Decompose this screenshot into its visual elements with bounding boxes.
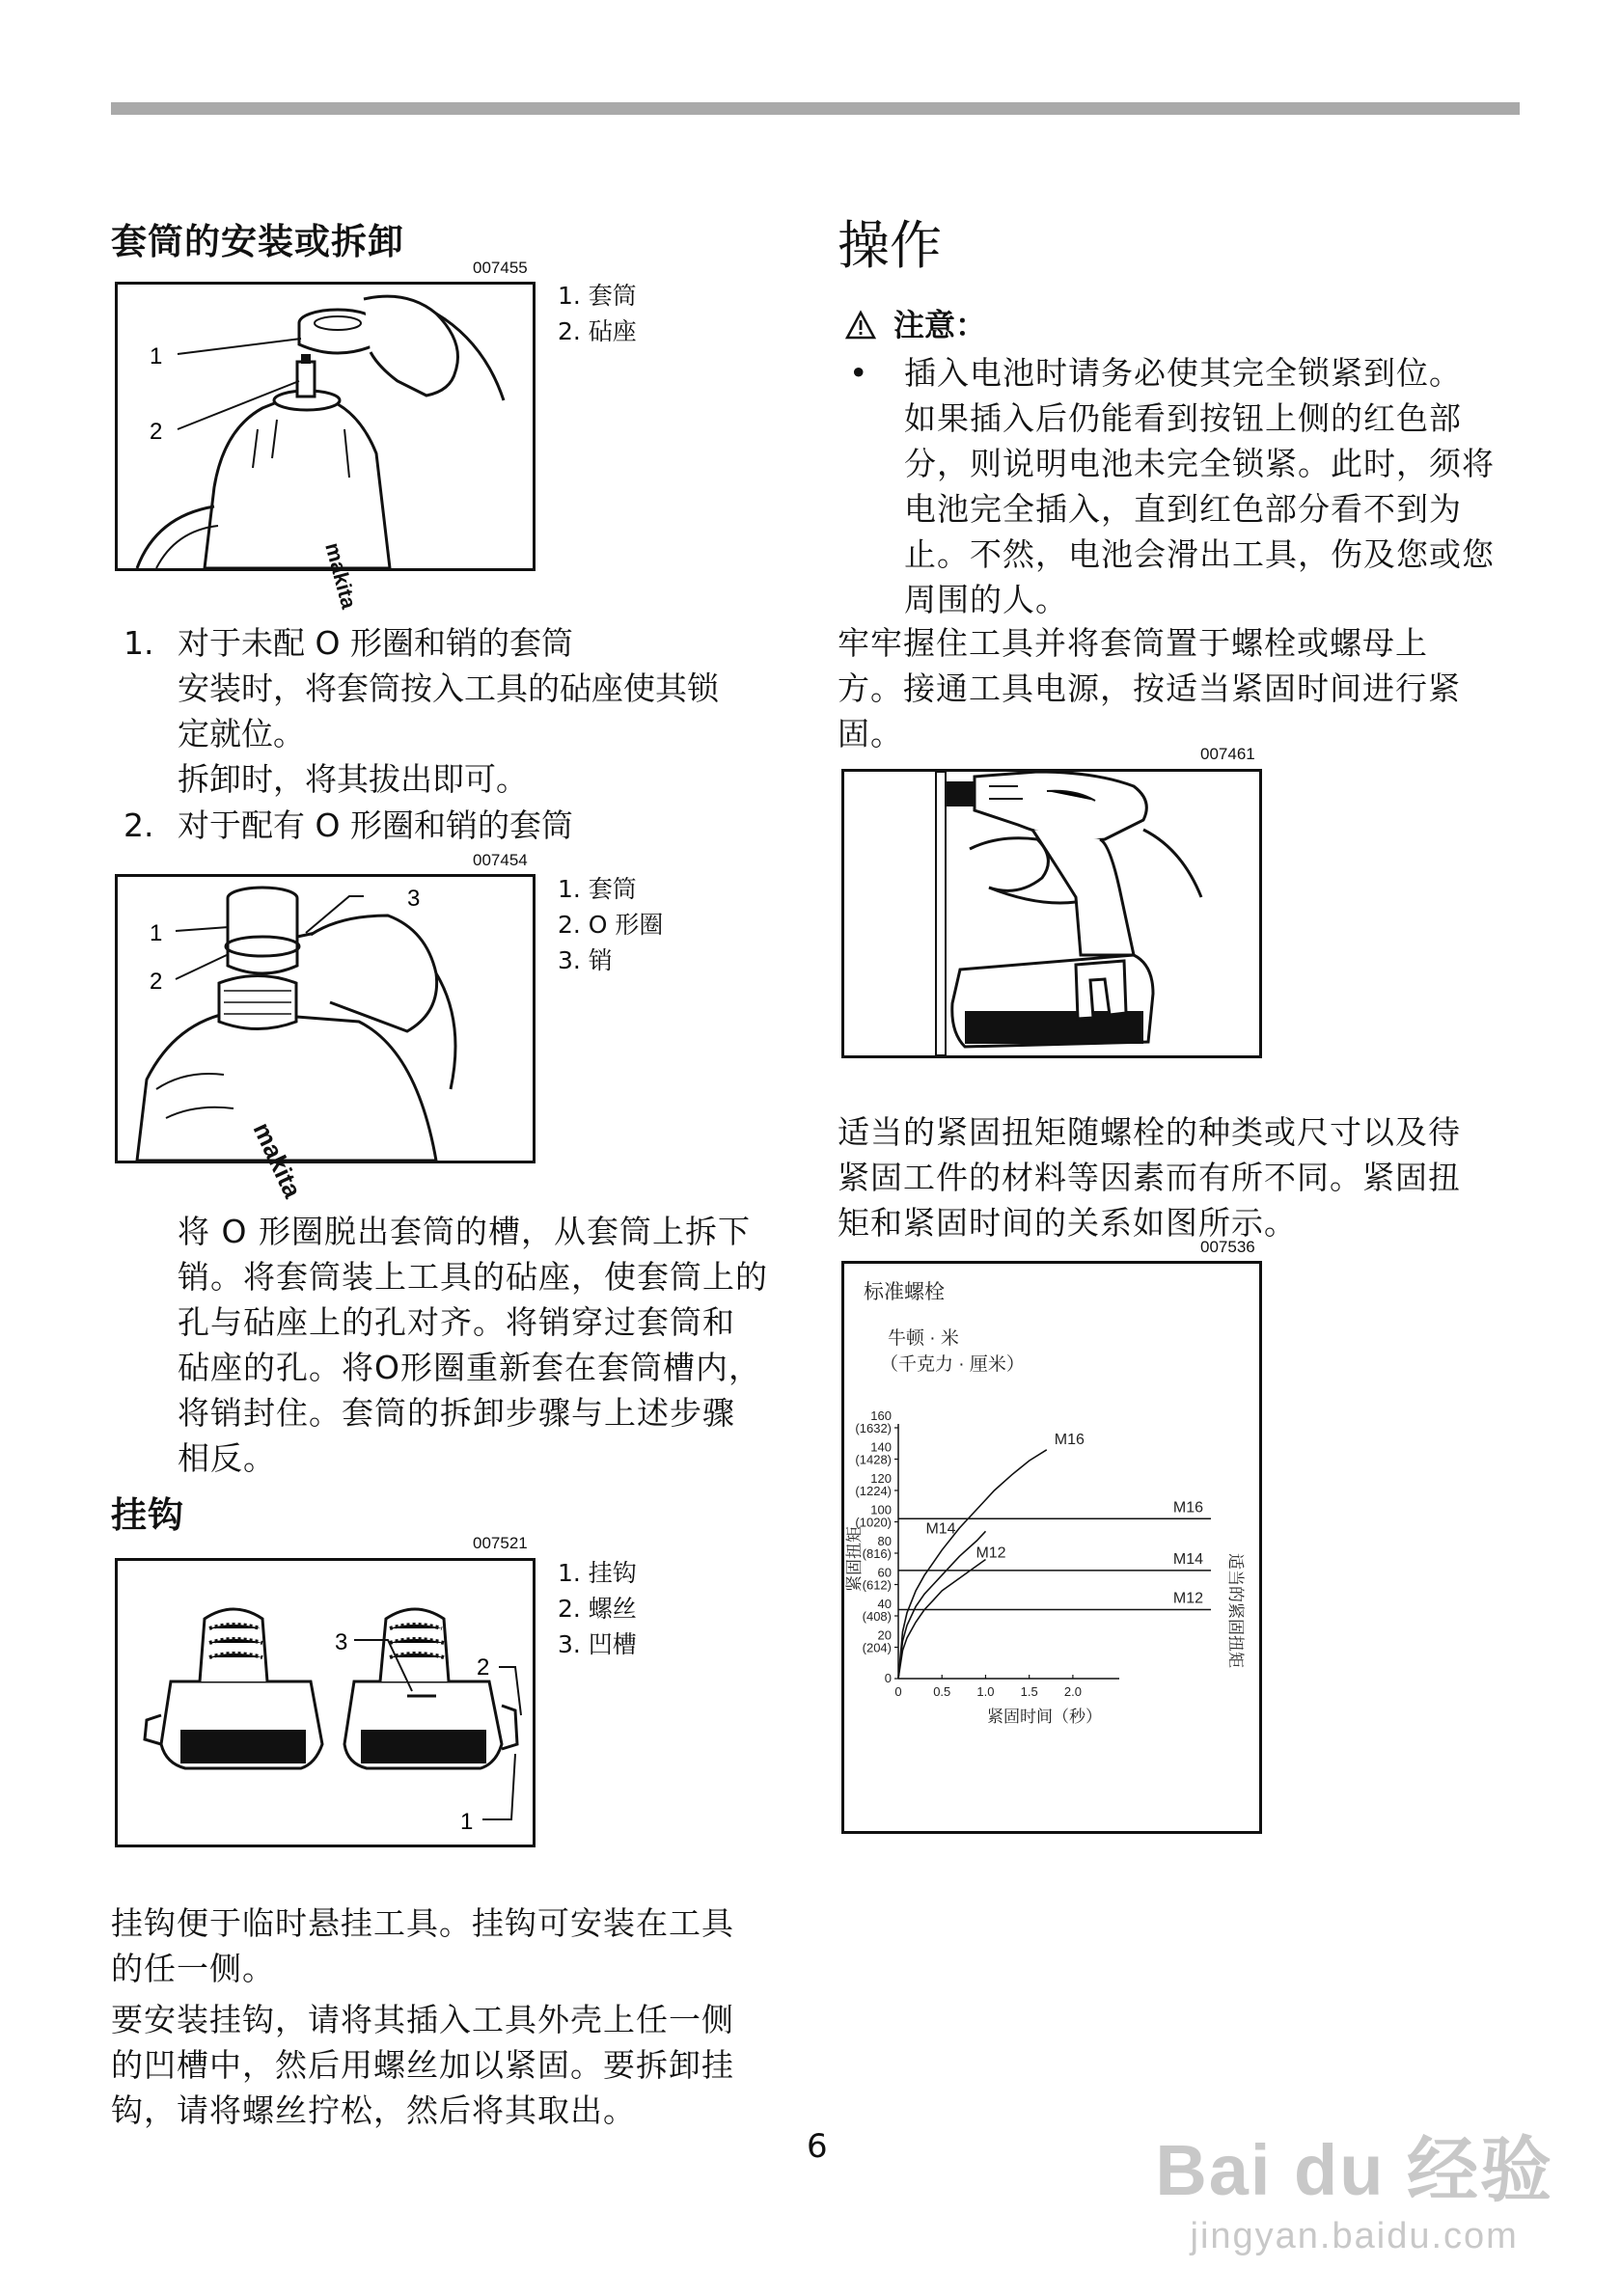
step-number: 2. bbox=[124, 806, 154, 844]
chart-ylabel: 紧固扭矩 bbox=[845, 1526, 864, 1592]
figure-legend bbox=[558, 1555, 637, 1662]
torque-chart bbox=[844, 1264, 1259, 1831]
chart-title: 标准螺栓 bbox=[864, 1281, 945, 1303]
figure-hook bbox=[115, 1558, 536, 1847]
y-tick-sub-label: (612) bbox=[862, 1577, 892, 1593]
figure-code: 007455 bbox=[473, 259, 528, 277]
x-tick-label: 1.5 bbox=[1020, 1684, 1038, 1699]
callout-1: 1 bbox=[150, 343, 163, 369]
section-title-operation: 操作 bbox=[838, 215, 942, 276]
caution-heading bbox=[845, 301, 986, 347]
reference-line-label: M14 bbox=[1172, 1550, 1203, 1568]
section-title-socket: 套筒的安装或拆卸 bbox=[111, 221, 404, 262]
y-tick-sub-label: (816) bbox=[862, 1546, 892, 1561]
x-tick-label: 1.0 bbox=[976, 1684, 995, 1699]
figure-socket-install bbox=[115, 282, 536, 612]
brand-mark: makita bbox=[247, 1117, 308, 1203]
callout-2: 2 bbox=[150, 419, 163, 445]
step-line: 安装时，将套筒按入工具的砧座使其锁 bbox=[178, 670, 719, 707]
reference-line-label: M12 bbox=[1172, 1590, 1203, 1607]
legend-item: 1. 挂钩 bbox=[558, 1559, 637, 1587]
y-tick-sub-label: (1428) bbox=[855, 1452, 892, 1467]
operation-illustration bbox=[844, 772, 1259, 1055]
section-title-hook: 挂钩 bbox=[111, 1494, 184, 1536]
chart-ylabel-right: 适当的紧固扭矩 bbox=[1226, 1553, 1245, 1668]
figure-socket-oring bbox=[115, 874, 536, 1203]
series-line-m14 bbox=[898, 1531, 986, 1679]
y-tick-sub-label: (1224) bbox=[855, 1484, 892, 1498]
legend-item: 3. 销 bbox=[558, 946, 613, 974]
paragraph-torque: 适当的紧固扭矩随螺栓的种类或尺寸以及待 紧固工件的材料等因素而有所不同。紧固扭 矩和紧固时间的关系如图所示。 bbox=[838, 1113, 1461, 1242]
y-tick-label: 100 bbox=[870, 1502, 892, 1517]
caution-label: 注意： bbox=[893, 307, 987, 343]
callout-3: 3 bbox=[407, 886, 421, 912]
caution-bullet: • bbox=[849, 354, 869, 392]
step-title: 对于配有 O 形圈和销的套筒 bbox=[178, 806, 573, 844]
x-tick-label: 0 bbox=[894, 1684, 902, 1699]
figure-code: 007461 bbox=[1200, 745, 1255, 763]
socket-install-illustration bbox=[118, 285, 533, 612]
y-tick-label: 40 bbox=[877, 1597, 892, 1611]
y-tick-label: 80 bbox=[877, 1534, 892, 1548]
reference-line-label: M16 bbox=[1172, 1499, 1203, 1517]
step-line: 拆卸时，将其拔出即可。 bbox=[178, 760, 528, 798]
series-label: M12 bbox=[975, 1544, 1006, 1562]
legend-item: 2. 螺丝 bbox=[558, 1595, 637, 1623]
callout-3: 3 bbox=[335, 1629, 348, 1655]
step-line: 定就位。 bbox=[178, 715, 305, 752]
paragraph-operation: 牢牢握住工具并将套筒置于螺栓或螺母上 方。接通工具电源，按适当紧固时间进行紧 固。 bbox=[838, 624, 1461, 752]
series-label: M14 bbox=[925, 1520, 956, 1538]
callout-2: 2 bbox=[477, 1654, 490, 1681]
watermark-logo: Bai du 经验 bbox=[1155, 2130, 1553, 2210]
figure-code: 007536 bbox=[1200, 1238, 1255, 1256]
warning-triangle-icon bbox=[845, 311, 876, 347]
watermark-url: jingyan.baidu.com bbox=[1190, 2216, 1519, 2256]
y-tick-sub-label: (1632) bbox=[855, 1421, 892, 1435]
figure-code: 007521 bbox=[473, 1534, 528, 1552]
step-title: 对于未配 O 形圈和销的套筒 bbox=[178, 624, 573, 662]
brand-mark: makita bbox=[320, 539, 362, 612]
series-label: M16 bbox=[1054, 1431, 1085, 1448]
paragraph-hook-purpose: 挂钩便于临时悬挂工具。挂钩可安装在工具 的任一侧。 bbox=[111, 1904, 734, 1987]
socket-oring-illustration bbox=[118, 877, 533, 1203]
x-tick-label: 0.5 bbox=[933, 1684, 951, 1699]
callout-1: 1 bbox=[150, 920, 163, 946]
y-tick-label: 20 bbox=[877, 1627, 892, 1643]
figure-legend bbox=[558, 871, 663, 978]
figure-code: 007454 bbox=[473, 851, 528, 869]
step-1 bbox=[124, 620, 799, 802]
legend-item: 1. 套筒 bbox=[558, 875, 637, 903]
y-tick-label: 140 bbox=[870, 1439, 892, 1455]
page-number: 6 bbox=[807, 2127, 828, 2166]
y-tick-label: 120 bbox=[870, 1471, 892, 1486]
series-line-m16 bbox=[898, 1450, 1047, 1679]
figure-operation bbox=[841, 769, 1262, 1058]
legend-item: 2. 砧座 bbox=[558, 317, 637, 345]
y-tick-label: 0 bbox=[884, 1671, 892, 1685]
y-tick-sub-label: (1020) bbox=[855, 1515, 892, 1530]
chart-xlabel: 紧固时间（秒） bbox=[987, 1708, 1102, 1726]
y-tick-label: 60 bbox=[877, 1565, 892, 1580]
hook-illustration bbox=[118, 1561, 533, 1845]
callout-2: 2 bbox=[150, 969, 163, 995]
legend-item: 1. 套筒 bbox=[558, 282, 637, 310]
watermark bbox=[1155, 2114, 1553, 2257]
paragraph-oring-procedure: 将 O 形圈脱出套筒的槽，从套筒上拆下 销。将套筒装上工具的砧座，使套筒上的 孔与砧座上的孔对齐。将销穿过套筒和 砧座的孔。将O形圈重新套在套筒槽内， 将销封住。套筒的拆卸步骤与上述步骤 相反。 bbox=[178, 1213, 768, 1477]
callout-1: 1 bbox=[460, 1809, 474, 1835]
legend-item: 2. O 形圈 bbox=[558, 911, 664, 939]
y-tick-sub-label: (204) bbox=[862, 1640, 892, 1655]
chart-unit-line1: 牛顿 · 米 bbox=[888, 1328, 959, 1349]
header-rule bbox=[111, 102, 1520, 115]
y-tick-sub-label: (408) bbox=[862, 1609, 892, 1624]
legend-item: 3. 凹槽 bbox=[558, 1630, 637, 1658]
step-2 bbox=[124, 803, 799, 848]
step-number: 1. bbox=[124, 624, 154, 662]
caution-text: 插入电池时请务必使其完全锁紧到位。 如果插入后仍能看到按钮上侧的红色部 分，则说明电池未完全锁紧。此时，须将 电池完全插入，直到红色部分看不到为 止。不然，电池会滑出工具，伤及您或您 周围的人。 bbox=[904, 354, 1495, 618]
y-tick-label: 160 bbox=[870, 1408, 892, 1423]
figure-legend bbox=[558, 278, 637, 349]
x-tick-label: 2.0 bbox=[1063, 1684, 1082, 1699]
figure-torque-chart bbox=[841, 1261, 1262, 1834]
series-line-m12 bbox=[898, 1560, 986, 1680]
chart-unit-line2: （千克力 · 厘米） bbox=[880, 1354, 1025, 1375]
paragraph-hook-install: 要安装挂钩，请将其插入工具外壳上任一侧 的凹槽中，然后用螺丝加以紧固。要拆卸挂 钩，请将螺丝拧松，然后将其取出。 bbox=[111, 2001, 734, 2129]
